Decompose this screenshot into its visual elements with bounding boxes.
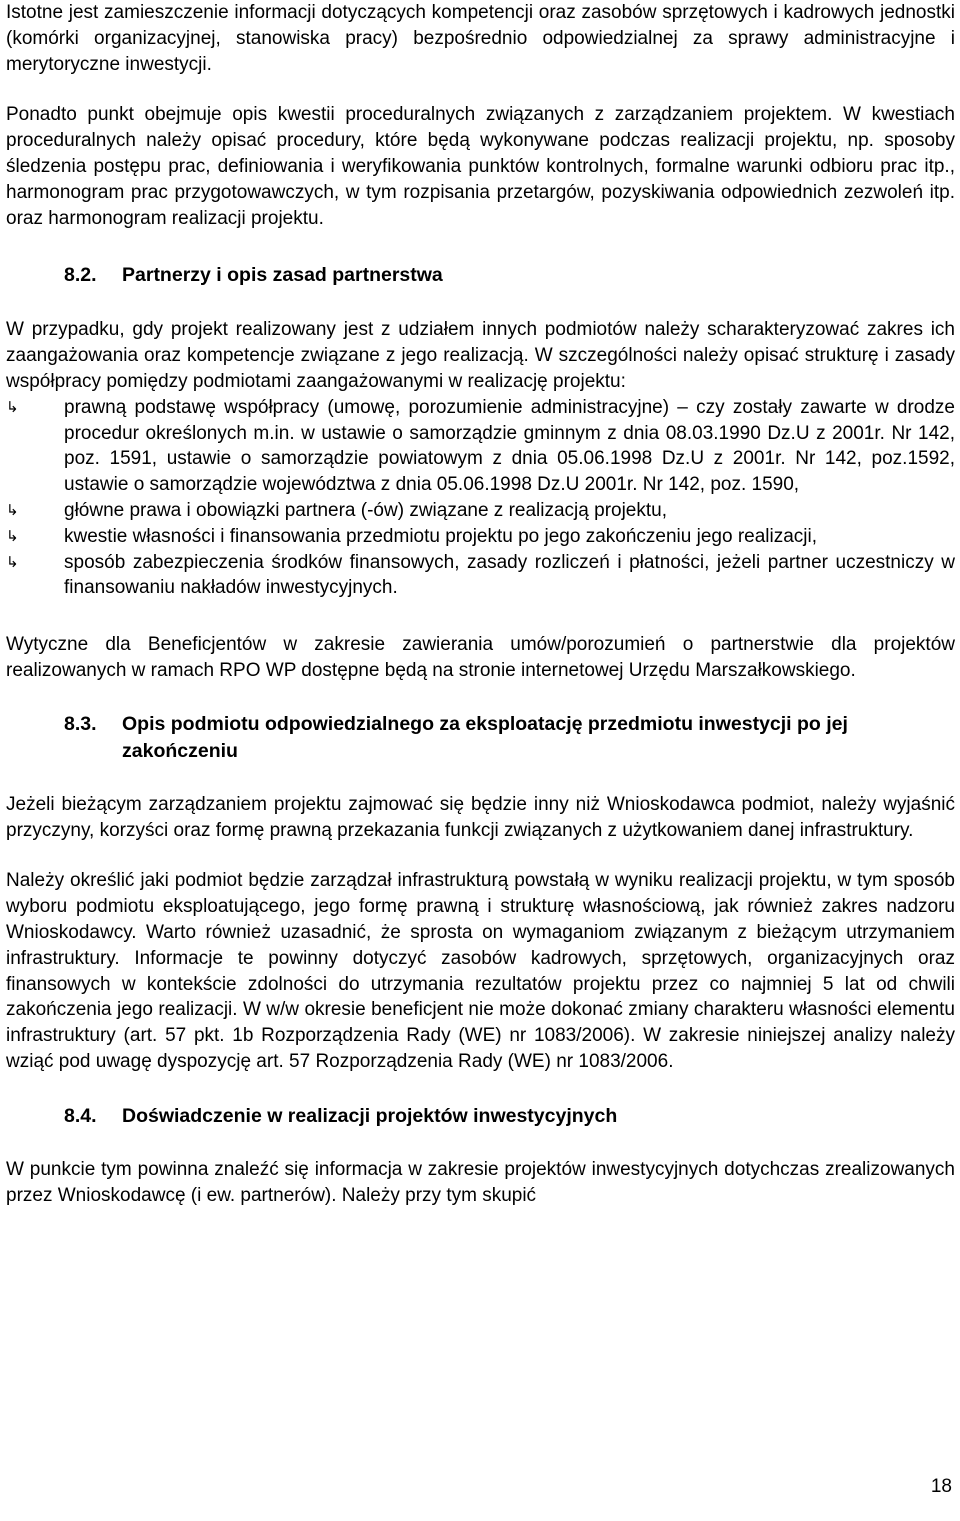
section-8-3-paragraph-2: Należy określić jaki podmiot będzie zarządzał infrastrukturą powstałą w wyniku realizacji projektu, w tym sposób wyboru podmiotu eksploatującego, jego formę prawną i strukturę własnościową, jak również zakres nadzoru Wnioskodawcy. Warto również uzasadnić, że sprosta on wymaganiom związanym z bieżącym utrzymaniem infrastruktury. Informacje te powinny dotyczyć zasobów kadrowych, sprzętowych, organizacyjnych oraz finansowych w kontekście zdolności do utrzymania rezultatów projektu przez co najmniej 5 lat od chwili zakończenia jego realizacji. W w/w okresie beneficjent nie może dokonać zmiany charakteru własności elementu infrastruktury (art. 57 pkt. 1b Rozporządzenia Rady (WE) nr 1083/2006). W zakresie niniejszej analizy należy wziąć pod uwagę dyspozycję art. 57 Rozporządzenia Rady (WE) nr 1083/2006. xyxy=(6,870,955,1072)
arrow-bullet-icon: ↳ xyxy=(6,526,19,545)
section-title: Doświadczenie w realizacji projektów inwestycyjnych xyxy=(122,1104,618,1127)
section-title: Partnerzy i opis zasad partnerstwa xyxy=(122,264,443,287)
list-item xyxy=(6,395,955,498)
section-title: Opis podmiotu odpowiedzialnego za eksploatację przedmiotu inwestycji po jej zakończeniu xyxy=(122,712,848,762)
list-item-text: kwestie własności i finansowania przedmiotu projektu po jego zakończeniu jego realizacji, xyxy=(64,525,818,547)
list-item xyxy=(6,550,955,602)
section-8-3-paragraph-1: Jeżeli bieżącym zarządzaniem projektu zajmować się będzie inny niż Wnioskodawca podmiot, należy wyjaśnić przyczyny, korzyści oraz formę prawną przekazania funkcji związanych z użytkowaniem danej infrastruktury. xyxy=(6,793,955,841)
document-page xyxy=(6,0,955,1208)
list-item xyxy=(6,524,955,550)
section-8-2-paragraph-2: Wytyczne dla Beneficjentów w zakresie zawierania umów/porozumień o partnerstwie dla projektów realizowanych w ramach RPO WP dostępne będą na stronie internetowej Urzędu Marszałkowskiego. xyxy=(6,634,955,681)
intro-paragraph-1: Istotne jest zamieszczenie informacji dotyczących kompetencji oraz zasobów sprzętowych i kadrowych jednostki (komórki organizacyjnej, stanowiska pracy) bezpośrednio odpowiedzialnej za sprawy administracyjne i merytoryczne inwestycji. xyxy=(6,2,955,75)
section-number: 8.2. xyxy=(64,264,97,287)
section-heading-8-3 xyxy=(6,711,955,765)
section-8-4-paragraph-1: W punkcie tym powinna znaleźć się informacja w zakresie projektów inwestycyjnych dotychczas zrealizowanych przez Wnioskodawcę (i ew. partnerów). Należy przy tym skupić xyxy=(6,1158,955,1206)
section-number: 8.4. xyxy=(64,1104,97,1127)
intro-paragraph-2: Ponadto punkt obejmuje opis kwestii proceduralnych związanych z zarządzaniem projektem. W kwestiach proceduralnych należy opisać procedury, które będą wykonywane podczas realizacji projektu, np. sposoby śledzenia postępu prac, definiowania i weryfikowania punktów kontrolnych, formalne warunki odbioru prac itp., harmonogram prac przygotowawczych, w tym rozpisania przetargów, pozyskiwania odpowiednich zezwoleń itp. oraz harmonogram realizacji projektu. xyxy=(6,104,955,229)
arrow-bullet-icon: ↳ xyxy=(6,552,19,571)
page-number: 18 xyxy=(930,1476,952,1497)
list-item-text: prawną podstawę współpracy (umowę, porozumienie administracyjne) – czy zostały zawarte w drodze procedur określonych m.in. w ustawie o samorządzie gminnym z dnia 08.03.1990 Dz.U z 2001r. Nr 142, poz. 1591, ustawie o samorządzie powiatowym z dnia 05.06.1998 Dz.U z 2001r. Nr 142, poz.1592, ustawie o samorządzie województwa z dnia 05.06.1998 Dz.U 2001r. Nr 142, poz. 1590, xyxy=(64,396,955,496)
partnership-aspects-list xyxy=(6,395,955,601)
section-8-2-paragraph-1: W przypadku, gdy projekt realizowany jest z udziałem innych podmiotów należy scharakteryzować zakres ich zaangażowania oraz kompetencje związane z jego realizacją. W szczególności należy opisać strukturę i zasady współpracy pomiędzy podmiotami zaangażowanymi w realizację projektu: xyxy=(6,319,955,392)
list-item xyxy=(6,498,955,524)
section-heading-8-4 xyxy=(6,1103,955,1130)
arrow-bullet-icon: ↳ xyxy=(6,397,19,416)
list-item-text: główne prawa i obowiązki partnera (-ów) związane z realizacją projektu, xyxy=(64,499,667,521)
list-item-text: sposób zabezpieczenia środków finansowych, zasady rozliczeń i płatności, jeżeli partner uczestniczy w finansowaniu nakładów inwestycyjnych. xyxy=(64,551,955,599)
arrow-bullet-icon: ↳ xyxy=(6,500,19,519)
section-heading-8-2 xyxy=(6,262,955,289)
section-number: 8.3. xyxy=(64,712,97,735)
